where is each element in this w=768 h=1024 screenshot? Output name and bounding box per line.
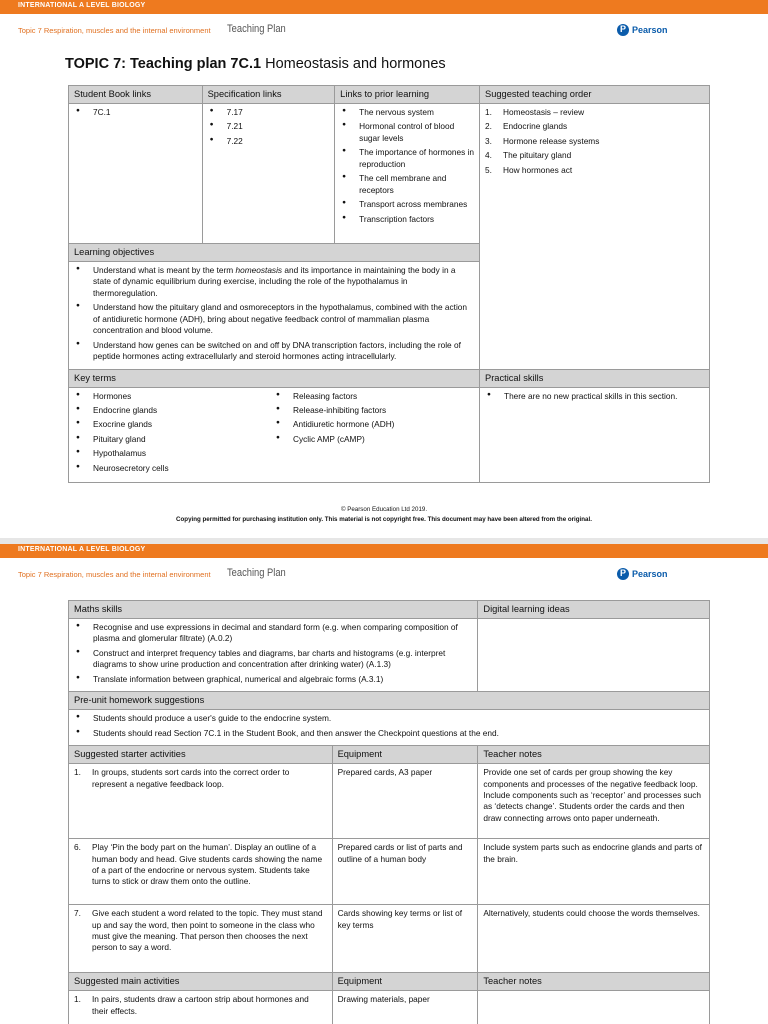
starter-equipment: Prepared cards, A3 paper bbox=[332, 764, 478, 839]
learning-objective: ● Understand what is meant by the term homeostasis and its importance in maintaining the body in a state of dynamic equilibrium during exercise, including the role of the hypothalamus in thermoregulation. bbox=[74, 265, 474, 299]
specification-links-cell bbox=[202, 104, 335, 244]
list-item: ● Construct and interpret frequency tables and diagrams, bar charts and histograms (e.g. interpret diagrams to show urine production and concentration after drinking water) (A.1.3) bbox=[74, 648, 472, 671]
student-book-links-cell bbox=[69, 104, 203, 244]
list-item: ● Transcription factors bbox=[340, 214, 474, 225]
teaching-plan-label: Teaching Plan bbox=[227, 567, 286, 579]
key-term: ● Release-inhibiting factors bbox=[274, 405, 474, 416]
key-term: ● Endocrine glands bbox=[74, 405, 274, 416]
main-activity: 1. In pairs, students draw a cartoon strip about hormones and their effects. bbox=[69, 991, 333, 1024]
list-item: ● Students should produce a user's guide to the endocrine system. bbox=[74, 713, 704, 724]
key-term: ● Exocrine glands bbox=[74, 419, 274, 430]
starter-notes: Provide one set of cards per group showing the key components and processes of the negative feedback loop. Include components such as ‘receptor’ and processes such as ‘detects change’. Students order the cards and then draw connecting arrows onto paper underneath. bbox=[478, 764, 710, 839]
plan-table-2 bbox=[68, 600, 710, 1024]
teaching-order-cell bbox=[480, 104, 710, 370]
teacher-notes-heading: Teacher notes bbox=[478, 973, 710, 991]
list-item: 2. Endocrine glands bbox=[485, 121, 568, 132]
banner-text: INTERNATIONAL A LEVEL BIOLOGY bbox=[18, 2, 146, 9]
teaching-plan-label: Teaching Plan bbox=[227, 23, 286, 35]
learning-objectives-heading: Learning objectives bbox=[69, 244, 480, 262]
prior-learning-cell bbox=[335, 104, 480, 244]
list-item: 3. Hormone release systems bbox=[485, 135, 600, 146]
list-item: ● Hormonal control of blood sugar levels bbox=[340, 121, 474, 144]
list-item: ● 7.22 bbox=[208, 136, 330, 147]
list-item: ● Recognise and use expressions in decimal and standard form (e.g. when comparing composition of plasma and glomerular filtrate) (A.0.2) bbox=[74, 622, 472, 645]
header-specification-links: Specification links bbox=[202, 86, 335, 104]
main-equipment: Drawing materials, paper bbox=[332, 991, 478, 1024]
starter-equipment: Cards showing key terms or list of key terms bbox=[332, 905, 478, 973]
key-term: ● Pituitary gland bbox=[74, 434, 274, 445]
list-item: ● 7.17 bbox=[208, 107, 330, 118]
copying-notice: Copying permitted for purchasing institution only. This material is not copyright free. This document may have been altered from the original. bbox=[176, 516, 592, 523]
starter-notes: Alternatively, students could choose the words themselves. bbox=[478, 905, 710, 973]
pearson-logo-icon bbox=[617, 24, 629, 36]
list-item: ● The importance of hormones in reproduction bbox=[340, 147, 474, 170]
learning-objective: ● Understand how the pituitary gland and osmoreceptors in the hypothalamus, combined with the action of antidiuretic hormone (ADH), bring about negative feedback control of mammalian plasma concentration and blood volume. bbox=[74, 302, 474, 336]
list-item: ● 7C.1 bbox=[74, 107, 197, 118]
practical-skills-heading: Practical skills bbox=[480, 369, 710, 387]
pearson-logo: P Pearson bbox=[617, 567, 668, 581]
homework-heading: Pre-unit homework suggestions bbox=[69, 692, 710, 710]
topic-subheading: Topic 7 Respiration, muscles and the internal environment bbox=[18, 26, 211, 35]
maths-skills-heading: Maths skills bbox=[69, 601, 478, 619]
homework-cell bbox=[69, 710, 710, 746]
list-item: ● Translate information between graphical, numerical and algebraic forms (A.3.1) bbox=[74, 674, 472, 685]
key-term: ● Cyclic AMP (cAMP) bbox=[274, 434, 474, 445]
topic-subheading: Topic 7 Respiration, muscles and the internal environment bbox=[18, 570, 211, 579]
starter-activity: 1. In groups, students sort cards into the correct order to represent a negative feedback loop. bbox=[69, 764, 333, 839]
page-title: TOPIC 7: Teaching plan 7C.1 Homeostasis and hormones bbox=[65, 56, 446, 72]
pearson-logo-icon bbox=[617, 568, 629, 580]
learning-objective: ● Understand how genes can be switched on and off by DNA transcription factors, including the role of peptide hormones acting extracellularly and steroid hormones acting intracellularly. bbox=[74, 340, 474, 363]
equipment-heading: Equipment bbox=[332, 973, 478, 991]
copyright-notice: © Pearson Education Ltd 2019. bbox=[340, 506, 428, 513]
header-student-book-links: Student Book links bbox=[69, 86, 203, 104]
starter-activity: 6. Play ‘Pin the body part on the human’. Display an outline of a human body and head. Give students cards showing the name of a part of the endocrine or nervous system. Students take turns to stick or draw them onto the outline. bbox=[69, 839, 333, 905]
key-terms-heading: Key terms bbox=[69, 369, 480, 387]
list-item: 4. The pituitary gland bbox=[485, 150, 572, 161]
starter-activity: 7. Give each student a word related to the topic. They must stand up and say the word, then point to someone in the class who must give the meaning. That person then chooses the next person to say a word. bbox=[69, 905, 333, 973]
main-activities-heading: Suggested main activities bbox=[69, 973, 333, 991]
course-banner bbox=[0, 544, 768, 558]
starter-notes: Include system parts such as endocrine glands and parts of the brain. bbox=[478, 839, 710, 905]
key-term: ● Neurosecretory cells bbox=[74, 463, 274, 474]
list-item: ● There are no new practical skills in this section. bbox=[485, 391, 704, 402]
course-banner bbox=[0, 0, 768, 14]
list-item: 1. Homeostasis – review bbox=[485, 107, 585, 117]
list-item: 5. How hormones act bbox=[485, 164, 573, 175]
list-item: ● 7.21 bbox=[208, 121, 330, 132]
key-term: ● Releasing factors bbox=[274, 391, 474, 402]
practical-skills-cell bbox=[480, 387, 710, 482]
pearson-logo: P Pearson bbox=[617, 23, 668, 37]
maths-skills-cell bbox=[69, 619, 478, 692]
document-page-2 bbox=[0, 544, 768, 1024]
digital-learning-cell bbox=[478, 619, 710, 692]
starter-equipment: Prepared cards or list of parts and outline of a human body bbox=[332, 839, 478, 905]
digital-learning-heading: Digital learning ideas bbox=[478, 601, 710, 619]
key-term: ● Hormones bbox=[74, 391, 274, 402]
main-notes bbox=[478, 991, 710, 1024]
key-term: ● Antidiuretic hormone (ADH) bbox=[274, 419, 474, 430]
teacher-notes-heading: Teacher notes bbox=[478, 746, 710, 764]
list-item: ● Students should read Section 7C.1 in the Student Book, and then answer the Checkpoint questions at the end. bbox=[74, 728, 704, 739]
list-item: ● Transport across membranes bbox=[340, 199, 474, 210]
header-teaching-order: Suggested teaching order bbox=[480, 86, 710, 104]
learning-objectives-cell bbox=[69, 262, 480, 370]
header-prior-learning: Links to prior learning bbox=[335, 86, 480, 104]
starter-activities-heading: Suggested starter activities bbox=[69, 746, 333, 764]
list-item: ● The nervous system bbox=[340, 107, 474, 118]
key-terms-cell bbox=[69, 387, 480, 482]
banner-text: INTERNATIONAL A LEVEL BIOLOGY bbox=[18, 546, 146, 553]
key-term: ● Hypothalamus bbox=[74, 448, 274, 459]
equipment-heading: Equipment bbox=[332, 746, 478, 764]
list-item: ● The cell membrane and receptors bbox=[340, 173, 474, 196]
plan-table-1 bbox=[68, 85, 710, 483]
